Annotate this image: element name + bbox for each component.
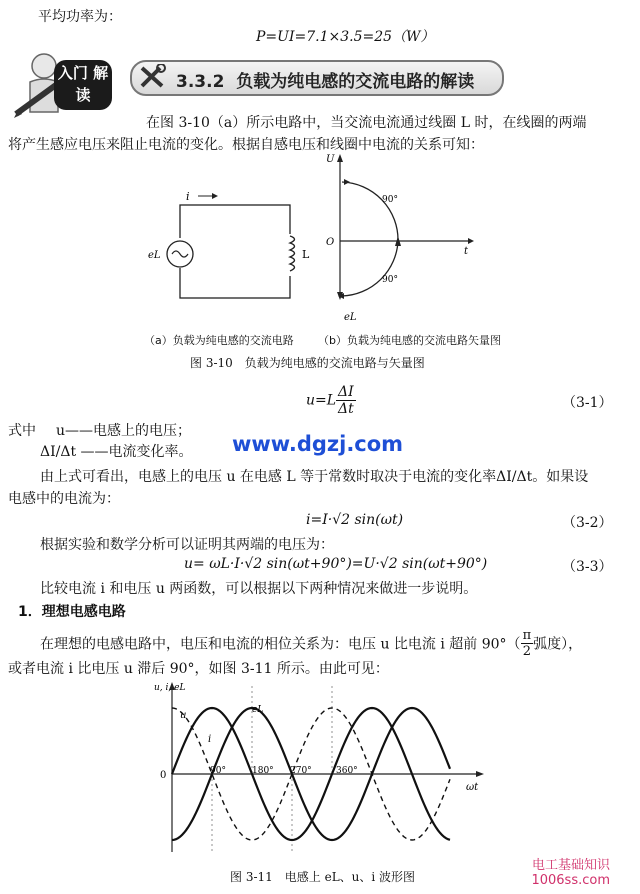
para1-line2: 将产生感应电压来阻止电流的变化。根据自感电压和线圈中电流的关系可知： [8,137,484,153]
pi-over-2-fraction [521,628,534,659]
pi-numerator: π [522,628,532,643]
eq-3-3: u= ωL·I·√2 sin(ωt+90°)=U·√2 sin(ωt+90°) [184,556,488,572]
source-label: eL [148,250,161,261]
watermark-line2: 1006ss.com [531,873,610,888]
section-heading [176,67,474,92]
tick-270: 270° [290,766,312,776]
tick-360: 360° [336,766,358,776]
watermark-line1: 电工基础知识 [531,858,610,873]
wrench-screwdriver-icon [138,64,168,90]
eq-3-2: i=I·√2 sin(ωt) [306,512,404,528]
phasor-vector-label: eL [344,312,357,323]
para5-part1: 在理想的电感电路中，电压和电流的相位关系为：电压 u 比电流 i 超前 90°（ [40,636,521,653]
eq1-lhs: u=L [306,392,337,409]
definition-u: u——电感上的电压； [56,423,192,439]
badge-label: 入门 解读 [54,60,112,110]
figure-3-11 [150,676,490,861]
circuit-diagram [148,190,310,298]
phasor-angle-lower: 90° [382,275,398,285]
avg-power-formula: P=UI=7.1×3.5=25（W） [256,29,435,45]
label-u: u [180,710,187,721]
definition-rate: ΔI/Δt ——电流变化率。 [40,444,193,460]
phasor-origin-label: O [326,237,335,248]
fig311-y-label: u, i, eL [154,683,186,693]
label-i: i [208,734,212,745]
fig310-caption: 图 3-10 负载为纯电感的交流电路与矢量图 [190,356,425,370]
para2-line1: 由上式可看出，电感上的电压 u 在电感 L 等于常数时取决于电流的变化率ΔI/Δt。如果设 [40,469,589,485]
current-label: i [186,190,190,203]
eq1-denominator: Δt [337,401,354,417]
label-el: eL [252,705,264,715]
para4: 比较电流 i 和电压 u 两函数，可以根据以下两种情况来做进一步说明。 [40,581,478,597]
figure-3-10 [130,150,620,360]
section-number: 3.3.2 [176,72,225,92]
fig311-origin-label: 0 [160,770,167,781]
fig311-x-label: ωt [466,782,479,793]
para1-line1: 在图 3-10（a）所示电路中，当交流电流通过线圈 L 时，在线圈的两端 [146,115,587,131]
phasor-x-label: t [464,246,469,257]
eq-3-1 [306,384,356,417]
fig310-sub-b: （b）负载为纯电感的交流电路矢量图 [318,334,501,347]
fig311-caption: 图 3-11 电感上 eL、u、i 波形图 [230,870,416,884]
para5-line1 [40,628,582,659]
section-banner [130,60,504,96]
eq1-numerator: ΔI [338,384,354,400]
site-url-watermark: www.dgzj.com [232,432,404,456]
corner-watermark [502,858,610,888]
phasor-y-label: U [326,154,335,165]
tick-90: 90° [210,766,226,776]
fig310-sub-a: （a）负载为纯电感的交流电路 [144,334,294,347]
para2-line2: 电感中的电流为： [8,491,120,507]
eq1-fraction [336,384,356,417]
para3: 根据实验和数学分析可以证明其两端的电压为： [40,537,334,553]
where-label: 式中 [8,423,36,439]
eq1-number: （3-1） [562,395,613,411]
tick-180: 180° [252,766,274,776]
inductor-label: L [302,248,310,261]
section-title: 负载为纯电感的交流电路的解读 [236,72,475,92]
eq2-number: （3-2） [562,515,613,531]
intro-badge [14,52,122,120]
pi-denominator: 2 [522,644,531,659]
eq3-number: （3-3） [562,559,613,575]
para5-part2: 弧度）， [533,636,583,653]
phasor-angle-upper: 90° [382,195,398,205]
phasor-diagram [326,154,474,323]
avg-power-label: 平均功率为： [38,9,122,25]
para5-line2: 或者电流 i 比电压 u 滞后 90°，如图 3-11 所示。由此可见： [8,661,389,677]
heading-ideal-inductor: 1．理想电感电路 [18,604,126,620]
